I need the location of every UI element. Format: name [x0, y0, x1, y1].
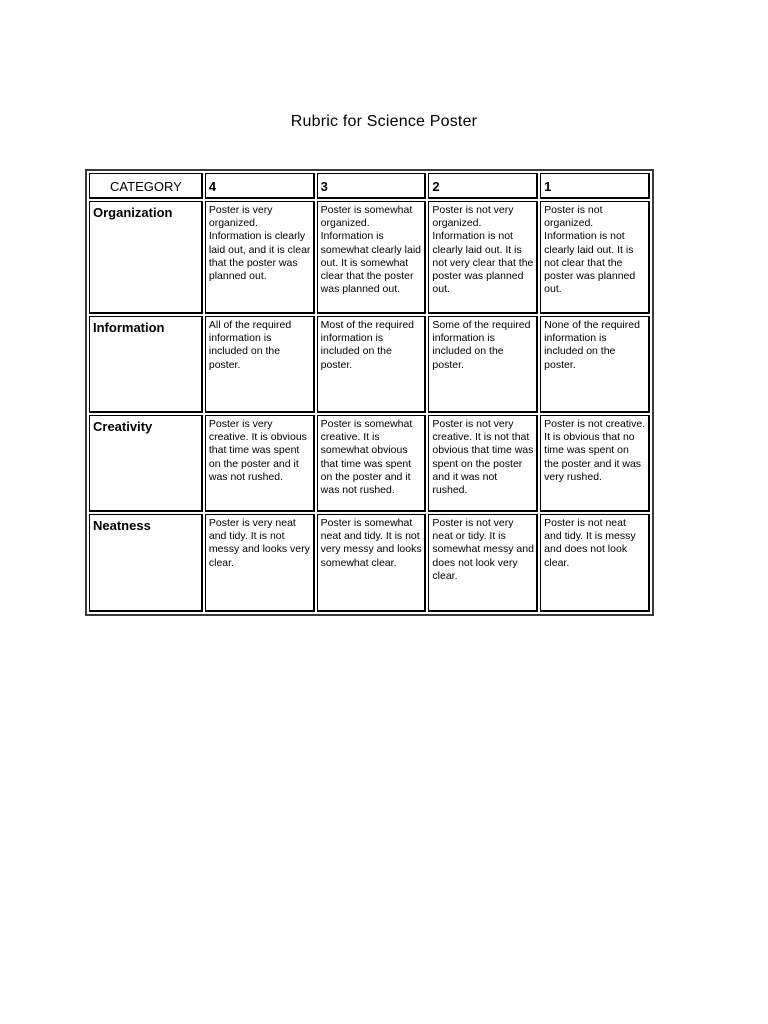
category-cell: Information [89, 316, 203, 413]
score-1-cell: Poster is not organized. Information is not clearly laid out. It is not clear that the poster was planned out. [540, 201, 650, 314]
score-1-cell: None of the required information is included on the poster. [540, 316, 650, 413]
score-2-cell: Poster is not very organized. Information is not clearly laid out. It is not very clear that the poster was planned out. [428, 201, 538, 314]
table-header-row [89, 173, 650, 199]
table-row-organization [89, 201, 650, 314]
score-4-cell: All of the required information is included on the poster. [205, 316, 315, 413]
table-row-creativity [89, 415, 650, 512]
score-2-cell: Poster is not very neat or tidy. It is somewhat messy and does not look very clear. [428, 514, 538, 612]
score-4-cell: Poster is very neat and tidy. It is not messy and looks very clear. [205, 514, 315, 612]
document-title: Rubric for Science Poster [290, 113, 478, 130]
score-2-cell: Poster is not very creative. It is not that obvious that time was spent on the poster and it was not rushed. [428, 415, 538, 512]
header-score-3: 3 [317, 173, 427, 199]
category-cell: Creativity [89, 415, 203, 512]
score-3-cell: Poster is somewhat neat and tidy. It is not very messy and looks somewhat clear. [317, 514, 427, 612]
table-row-neatness [89, 514, 650, 612]
header-score-4: 4 [205, 173, 315, 199]
score-2-cell: Some of the required information is included on the poster. [428, 316, 538, 413]
category-cell: Neatness [89, 514, 203, 612]
score-4-cell: Poster is very creative. It is obvious that time was spent on the poster and it was not rushed. [205, 415, 315, 512]
header-score-2: 2 [428, 173, 538, 199]
score-1-cell: Poster is not creative. It is obvious that no time was spent on the poster and it was very rushed. [540, 415, 650, 512]
header-category: CATEGORY [89, 173, 203, 199]
score-3-cell: Poster is somewhat organized. Information is somewhat clearly laid out. It is somewhat clear that the poster was planned out. [317, 201, 427, 314]
score-1-cell: Poster is not neat and tidy. It is messy and does not look clear. [540, 514, 650, 612]
table-row-information [89, 316, 650, 413]
rubric-table [85, 169, 654, 616]
header-score-1: 1 [540, 173, 650, 199]
score-4-cell: Poster is very organized. Information is clearly laid out, and it is clear that the poster was planned out. [205, 201, 315, 314]
score-3-cell: Most of the required information is included on the poster. [317, 316, 427, 413]
score-3-cell: Poster is somewhat creative. It is somewhat obvious that time was spent on the poster and it was not rushed. [317, 415, 427, 512]
category-cell: Organization [89, 201, 203, 314]
